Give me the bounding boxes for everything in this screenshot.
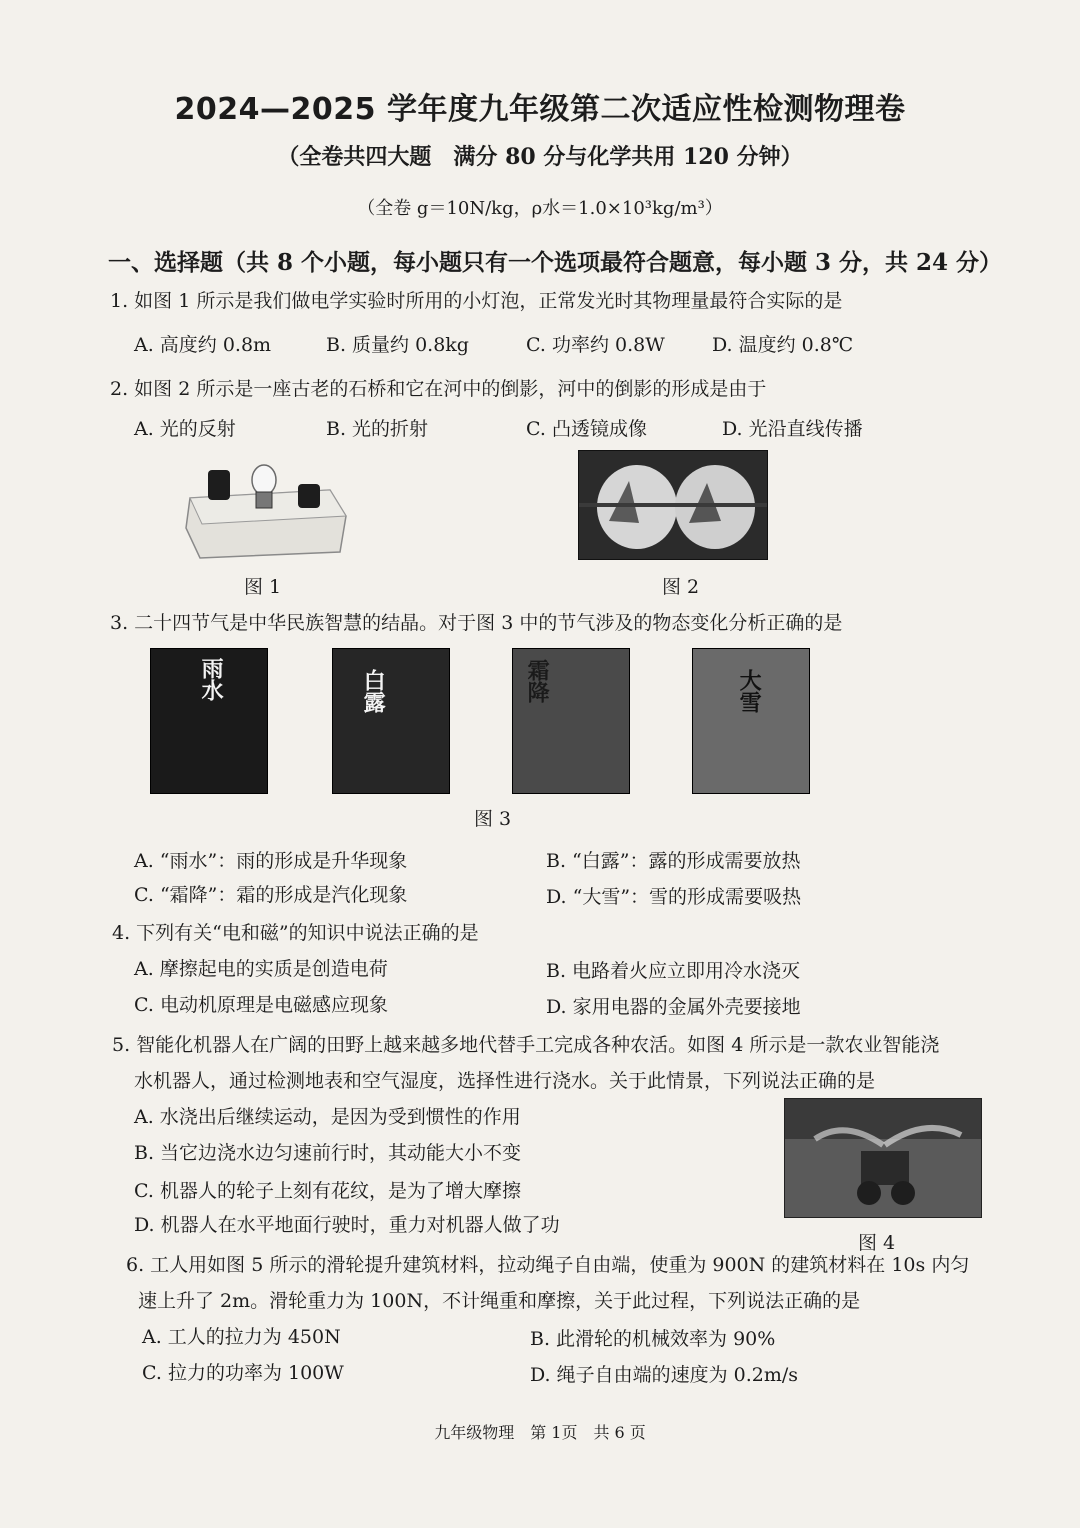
figure-2-caption: 图 2: [662, 576, 700, 598]
figure-3-caption: 图 3: [474, 808, 512, 830]
q1-option-a: A. 高度约 0.8m: [134, 334, 272, 356]
q3-option-d: D. “大雪”：雪的形成需要吸热: [546, 886, 802, 908]
q3-option-b: B. “白露”：露的形成需要放热: [546, 850, 801, 872]
figure-2-bridge-photo: [578, 450, 768, 560]
q4-option-b: B. 电路着火应立即用冷水浇灭: [546, 960, 801, 982]
question-3-stem: 3. 二十四节气是中华民族智慧的结晶。对于图 3 中的节气涉及的物态变化分析正确的是: [110, 612, 843, 634]
season-label-frost: 霜降: [524, 659, 551, 703]
q1-option-c: C. 功率约 0.8W: [526, 334, 665, 356]
figure-1-bulb-photo: [180, 458, 348, 562]
q4-option-a: A. 摩擦起电的实质是创造电荷: [134, 958, 388, 980]
q5-option-a: A. 水浇出后继续运动，是因为受到惯性的作用: [134, 1106, 521, 1128]
q6-option-d: D. 绳子自由端的速度为 0.2m/s: [530, 1364, 799, 1386]
page-footer: 九年级物理 第 1页 共 6 页: [434, 1423, 646, 1442]
q2-option-c: C. 凸透镜成像: [526, 418, 647, 440]
exam-subtitle: （全卷共四大题 满分 80 分与化学共用 120 分钟）: [277, 144, 803, 170]
season-image-white-dew: [332, 648, 450, 794]
question-1-stem: 1. 如图 1 所示是我们做电学实验时所用的小灯泡，正常发光时其物理量最符合实际的是: [110, 290, 843, 312]
season-label-heavy-snow: 大雪: [736, 669, 763, 713]
q2-option-d: D. 光沿直线传播: [722, 418, 863, 440]
q5-option-d: D. 机器人在水平地面行驶时，重力对机器人做了功: [134, 1214, 560, 1236]
exam-title: 2024—2025 学年度九年级第二次适应性检测物理卷: [174, 92, 906, 127]
season-image-heavy-snow: [692, 648, 810, 794]
figure-4-robot-photo: [784, 1098, 982, 1218]
figure-4-caption: 图 4: [858, 1232, 896, 1254]
season-label-white-dew: 白露: [360, 669, 387, 713]
q6-option-a: A. 工人的拉力为 450N: [142, 1326, 341, 1348]
q4-option-d: D. 家用电器的金属外壳要接地: [546, 996, 801, 1018]
exam-constants: （全卷 g＝10N/kg，ρ水＝1.0×10³kg/m³）: [357, 198, 723, 219]
question-2-stem: 2. 如图 2 所示是一座古老的石桥和它在河中的倒影，河中的倒影的形成是由于: [110, 378, 767, 400]
q5-option-c: C. 机器人的轮子上刻有花纹，是为了增大摩擦: [134, 1180, 521, 1202]
figure-1-caption: 图 1: [244, 576, 282, 598]
q3-option-c: C. “霜降”：霜的形成是汽化现象: [134, 884, 408, 906]
question-6-stem-line-1: 6. 工人用如图 5 所示的滑轮提升建筑材料，拉动绳子自由端，使重为 900N 的建筑材料在 10s 内匀: [126, 1254, 970, 1276]
q2-option-a: A. 光的反射: [134, 418, 236, 440]
season-image-frost: [512, 648, 630, 794]
section-heading: 一、选择题（共 8 个小题，每小题只有一个选项最符合题意，每小题 3 分，共 24 分）: [108, 249, 1003, 276]
q6-option-c: C. 拉力的功率为 100W: [142, 1362, 344, 1384]
question-5-stem-line-2: 水机器人，通过检测地表和空气湿度，选择性进行浇水。关于此情景，下列说法正确的是: [134, 1070, 876, 1092]
q4-option-c: C. 电动机原理是电磁感应现象: [134, 994, 388, 1016]
season-label-rain: 雨水: [198, 657, 225, 701]
question-6-stem-line-2: 速上升了 2m。滑轮重力为 100N，不计绳重和摩擦，关于此过程，下列说法正确的是: [138, 1290, 861, 1312]
q1-option-d: D. 温度约 0.8℃: [712, 334, 854, 356]
q1-option-b: B. 质量约 0.8kg: [326, 334, 469, 356]
q2-option-b: B. 光的折射: [326, 418, 429, 440]
q6-option-b: B. 此滑轮的机械效率为 90%: [530, 1328, 776, 1350]
season-image-rain: [150, 648, 268, 794]
question-5-stem-line-1: 5. 智能化机器人在广阔的田野上越来越多地代替手工完成各种农活。如图 4 所示是一款农业智能浇: [112, 1034, 940, 1056]
question-4-stem: 4. 下列有关“电和磁”的知识中说法正确的是: [112, 922, 479, 944]
q5-option-b: B. 当它边浇水边匀速前行时，其动能大小不变: [134, 1142, 522, 1164]
q3-option-a: A. “雨水”：雨的形成是升华现象: [134, 850, 408, 872]
